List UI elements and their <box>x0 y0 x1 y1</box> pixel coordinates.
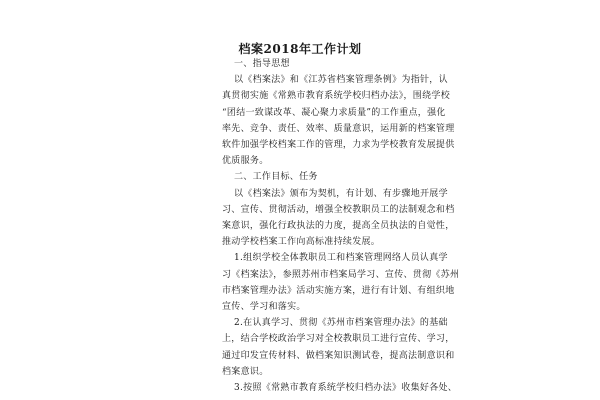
paragraph-line: 通过印发宣传材料、做档案知识测试卷，提高法制意识和 <box>222 350 455 361</box>
paragraph-line: “团结一致谋改革、凝心聚力求质量”的工作重点，强化 <box>222 107 446 118</box>
paragraph-line: 习、宣传、贯彻活动，增强全校教职员工的法制观念和档 <box>222 204 455 215</box>
paragraph-line: 推动学校档案工作向高标准持续发展。 <box>222 237 381 248</box>
paragraph-line: 案意识，强化行政执法的力度，提高全员执法的自觉性， <box>222 221 455 231</box>
paragraph-line: 宣传、学习和落实。 <box>222 302 306 312</box>
paragraph-line: 以《档案法》颁布为契机，有计划、有步骤地开展学 <box>234 188 448 199</box>
paragraph-line: 率先、竞争、责任、效率、质量意识，运用新的档案管理 <box>222 123 455 134</box>
document-title: 档案2018年工作计划 <box>238 42 362 56</box>
section-heading-guiding-ideology: 一、指导思想 <box>234 59 290 69</box>
paragraph-line: 优质服务。 <box>222 156 269 167</box>
paragraph-line: 以《档案法》和《江苏省档案管理条例》为指针，认 <box>234 75 448 86</box>
section-heading-goals-tasks: 二、工作目标、任务 <box>234 172 318 183</box>
paragraph-line: 软件加强学校档案工作的管理，力求为学校教育发展提供 <box>222 140 455 150</box>
paragraph-line: 习《档案法》，参照苏州市档案局学习、宣传、贯彻《苏州 <box>222 269 460 280</box>
paragraph-line: 市档案管理办法》活动实施方案，进行有计划、有组织地 <box>222 285 455 296</box>
paragraph-line: 真贯彻实施《常熟市教育系统学校归档办法》，围绕学校 <box>222 91 451 102</box>
list-item-2: 2.在认真学习、贯彻《苏州市档案管理办法》的基础 <box>234 318 448 329</box>
paragraph-line: 上，结合学校政治学习对全校教职员工进行宣传、学习， <box>222 334 455 345</box>
paragraph-line: 档案意识。 <box>222 366 269 377</box>
list-item-1: 1.组织学校全体教职员工和档案管理网络人员认真学 <box>234 253 448 264</box>
list-item-3: 3.按照《常熟市教育系统学校归档办法》收集好各处、 <box>234 383 458 393</box>
